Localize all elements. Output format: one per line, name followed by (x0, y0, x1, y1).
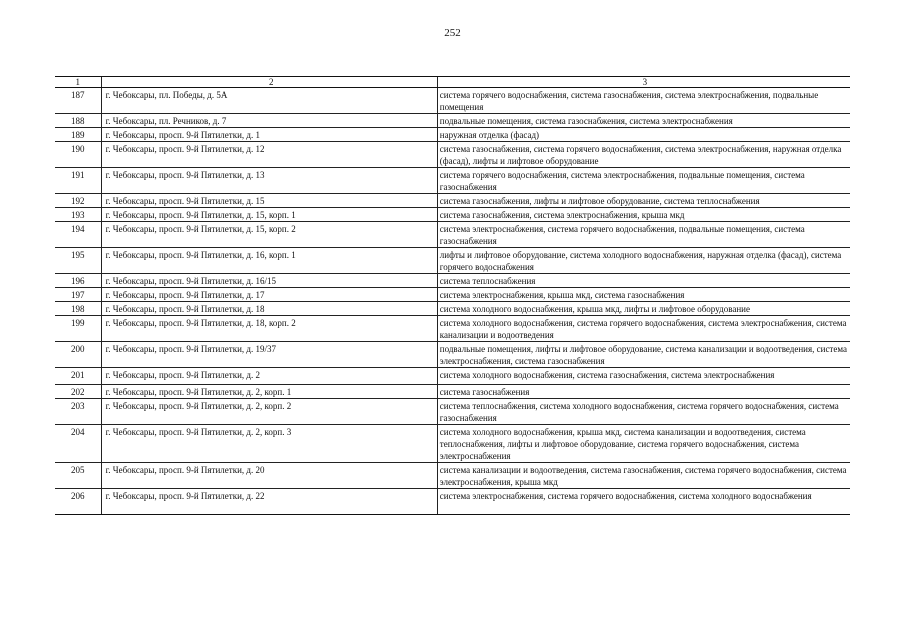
row-address: г. Чебоксары, пл. Речников, д. 7 (101, 114, 437, 128)
table-row (55, 142, 850, 168)
table-row (55, 194, 850, 208)
row-number: 193 (55, 208, 101, 222)
table-row (55, 208, 850, 222)
row-address: г. Чебоксары, просп. 9-й Пятилетки, д. 2, корп. 1 (101, 385, 437, 399)
table-row (55, 463, 850, 489)
row-address: г. Чебоксары, просп. 9-й Пятилетки, д. 18 (101, 302, 437, 316)
row-address: г. Чебоксары, просп. 9-й Пятилетки, д. 19/37 (101, 342, 437, 368)
row-systems: система электроснабжения, система горячего водоснабжения, система холодного водоснабжения (437, 489, 850, 515)
row-systems: система горячего водоснабжения, система электроснабжения, подвальные помещения, система газоснабжения (437, 168, 850, 194)
row-number: 197 (55, 288, 101, 302)
row-systems: система газоснабжения, лифты и лифтовое оборудование, система теплоснабжения (437, 194, 850, 208)
row-address: г. Чебоксары, просп. 9-й Пятилетки, д. 1 (101, 128, 437, 142)
row-systems: система холодного водоснабжения, система горячего водоснабжения, система электроснабжения, система канализации и водоотведения (437, 316, 850, 342)
row-address: г. Чебоксары, просп. 9-й Пятилетки, д. 17 (101, 288, 437, 302)
row-number: 206 (55, 489, 101, 515)
row-address: г. Чебоксары, просп. 9-й Пятилетки, д. 15, корп. 1 (101, 208, 437, 222)
table-row (55, 385, 850, 399)
row-number: 205 (55, 463, 101, 489)
row-systems: система газоснабжения, система электроснабжения, крыша мкд (437, 208, 850, 222)
row-systems: система электроснабжения, крыша мкд, система газоснабжения (437, 288, 850, 302)
row-address: г. Чебоксары, просп. 9-й Пятилетки, д. 22 (101, 489, 437, 515)
table-row (55, 489, 850, 515)
row-number: 201 (55, 368, 101, 385)
table-row (55, 425, 850, 463)
table-row (55, 316, 850, 342)
row-systems: система канализации и водоотведения, система газоснабжения, система горячего водоснабжения, система электроснабжения, крыша мкд (437, 463, 850, 489)
row-systems: система холодного водоснабжения, крыша мкд, система канализации и водоотведения, система теплоснабжения, лифты и лифтовое оборудование, система горячего водоснабжения, система электроснабжения (437, 425, 850, 463)
table-row (55, 222, 850, 248)
row-address: г. Чебоксары, просп. 9-й Пятилетки, д. 16/15 (101, 274, 437, 288)
registry-table (55, 76, 850, 515)
header-cell-number: 1 (55, 77, 101, 88)
row-address: г. Чебоксары, просп. 9-й Пятилетки, д. 2, корп. 3 (101, 425, 437, 463)
row-systems: наружная отделка (фасад) (437, 128, 850, 142)
row-address: г. Чебоксары, просп. 9-й Пятилетки, д. 2 (101, 368, 437, 385)
row-systems: лифты и лифтовое оборудование, система холодного водоснабжения, наружная отделка (фасад), система горячего водоснабжения (437, 248, 850, 274)
row-number: 189 (55, 128, 101, 142)
row-address: г. Чебоксары, просп. 9-й Пятилетки, д. 20 (101, 463, 437, 489)
row-number: 203 (55, 399, 101, 425)
row-address: г. Чебоксары, просп. 9-й Пятилетки, д. 12 (101, 142, 437, 168)
row-number: 191 (55, 168, 101, 194)
row-number: 204 (55, 425, 101, 463)
row-address: г. Чебоксары, просп. 9-й Пятилетки, д. 15, корп. 2 (101, 222, 437, 248)
row-address: г. Чебоксары, пл. Победы, д. 5А (101, 88, 437, 114)
row-address: г. Чебоксары, просп. 9-й Пятилетки, д. 13 (101, 168, 437, 194)
row-number: 196 (55, 274, 101, 288)
table-row (55, 248, 850, 274)
table-row (55, 168, 850, 194)
row-systems: система горячего водоснабжения, система газоснабжения, система электроснабжения, подвальные помещения (437, 88, 850, 114)
row-number: 200 (55, 342, 101, 368)
row-number: 199 (55, 316, 101, 342)
row-number: 202 (55, 385, 101, 399)
table-row (55, 342, 850, 368)
row-systems: система холодного водоснабжения, крыша мкд, лифты и лифтовое оборудование (437, 302, 850, 316)
header-cell-address: 2 (101, 77, 437, 88)
row-systems: система газоснабжения, система горячего водоснабжения, система электроснабжения, наружная отделка (фасад), лифты и лифтовое оборудование (437, 142, 850, 168)
row-systems: система теплоснабжения (437, 274, 850, 288)
row-number: 195 (55, 248, 101, 274)
table-row (55, 114, 850, 128)
row-number: 194 (55, 222, 101, 248)
table-row (55, 88, 850, 114)
table-row (55, 368, 850, 385)
row-address: г. Чебоксары, просп. 9-й Пятилетки, д. 15 (101, 194, 437, 208)
row-systems: система теплоснабжения, система холодного водоснабжения, система горячего водоснабжения, система газоснабжения (437, 399, 850, 425)
table-row (55, 302, 850, 316)
row-systems: подвальные помещения, система газоснабжения, система электроснабжения (437, 114, 850, 128)
table-row (55, 274, 850, 288)
row-number: 198 (55, 302, 101, 316)
table-row (55, 128, 850, 142)
row-systems: подвальные помещения, лифты и лифтовое оборудование, система канализации и водоотведения, система электроснабжения, система газоснабжения (437, 342, 850, 368)
header-row (55, 77, 850, 88)
page-number: 252 (444, 27, 461, 39)
row-number: 187 (55, 88, 101, 114)
row-systems: система электроснабжения, система горячего водоснабжения, подвальные помещения, система газоснабжения (437, 222, 850, 248)
row-systems: система холодного водоснабжения, система газоснабжения, система электроснабжения (437, 368, 850, 385)
row-address: г. Чебоксары, просп. 9-й Пятилетки, д. 18, корп. 2 (101, 316, 437, 342)
row-number: 192 (55, 194, 101, 208)
row-address: г. Чебоксары, просп. 9-й Пятилетки, д. 16, корп. 1 (101, 248, 437, 274)
row-number: 188 (55, 114, 101, 128)
row-number: 190 (55, 142, 101, 168)
row-address: г. Чебоксары, просп. 9-й Пятилетки, д. 2, корп. 2 (101, 399, 437, 425)
table-row (55, 399, 850, 425)
header-cell-systems: 3 (437, 77, 850, 88)
row-systems: система газоснабжения (437, 385, 850, 399)
table-row (55, 288, 850, 302)
